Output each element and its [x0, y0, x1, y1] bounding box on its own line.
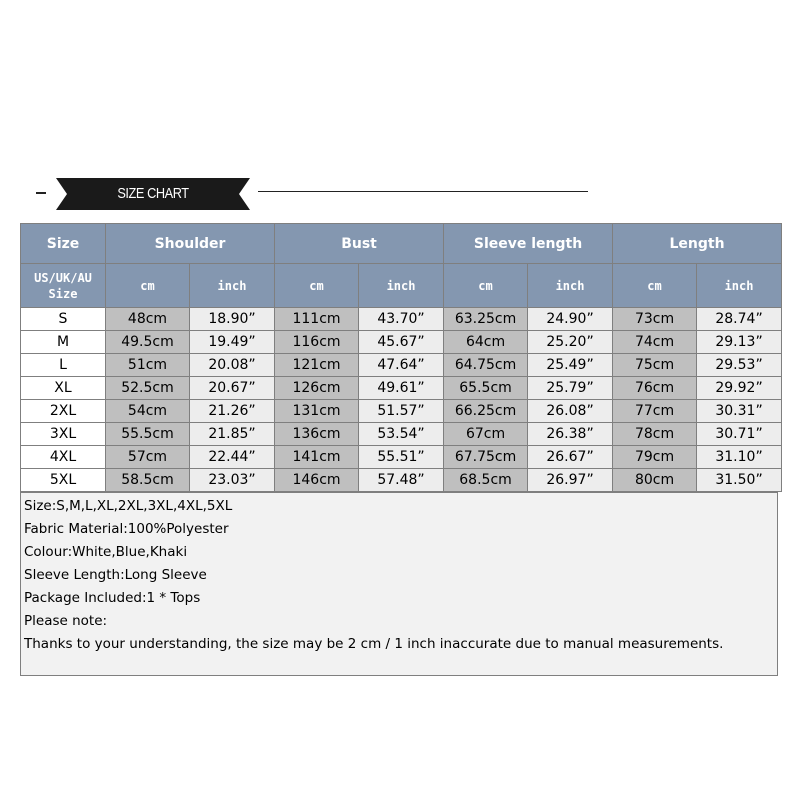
title-banner	[56, 178, 250, 210]
sleeve-cm-cell: 67.75cm	[444, 446, 528, 469]
table-row	[21, 400, 782, 423]
sleeve-length-header: Sleeve length	[444, 224, 613, 264]
sleeve-inch-cell: 26.08”	[528, 400, 613, 423]
size-column-header: Size	[21, 224, 106, 264]
sleeve-cm-cell: 65.5cm	[444, 377, 528, 400]
bust-header: Bust	[275, 224, 444, 264]
note-line: Package Included:1 * Tops	[24, 590, 201, 606]
sleeve-cm-cell: 63.25cm	[444, 308, 528, 331]
shoulder-cm-cell: 54cm	[106, 400, 190, 423]
length-cm-cell: 74cm	[613, 331, 697, 354]
unit-inch-header: inch	[359, 264, 444, 308]
size-cell: 3XL	[21, 423, 106, 446]
bust-cm-cell: 136cm	[275, 423, 359, 446]
length-inch-cell: 31.50”	[697, 469, 782, 492]
sleeve-inch-cell: 26.38”	[528, 423, 613, 446]
bust-cm-cell: 131cm	[275, 400, 359, 423]
size-cell: M	[21, 331, 106, 354]
shoulder-inch-cell: 18.90”	[190, 308, 275, 331]
sleeve-inch-cell: 25.79”	[528, 377, 613, 400]
sleeve-inch-cell: 26.97”	[528, 469, 613, 492]
bust-inch-cell: 57.48”	[359, 469, 444, 492]
length-inch-cell: 30.71”	[697, 423, 782, 446]
bust-cm-cell: 116cm	[275, 331, 359, 354]
shoulder-header: Shoulder	[106, 224, 275, 264]
length-cm-cell: 80cm	[613, 469, 697, 492]
shoulder-cm-cell: 57cm	[106, 446, 190, 469]
size-cell: XL	[21, 377, 106, 400]
unit-cm-header: cm	[613, 264, 697, 308]
table-row	[21, 377, 782, 400]
shoulder-cm-cell: 58.5cm	[106, 469, 190, 492]
shoulder-inch-cell: 20.67”	[190, 377, 275, 400]
length-cm-cell: 79cm	[613, 446, 697, 469]
shoulder-inch-cell: 21.26”	[190, 400, 275, 423]
length-inch-cell: 30.31”	[697, 400, 782, 423]
shoulder-cm-cell: 48cm	[106, 308, 190, 331]
shoulder-inch-cell: 23.03”	[190, 469, 275, 492]
unit-inch-header: inch	[190, 264, 275, 308]
sleeve-inch-cell: 26.67”	[528, 446, 613, 469]
sleeve-cm-cell: 64.75cm	[444, 354, 528, 377]
sleeve-cm-cell: 67cm	[444, 423, 528, 446]
bust-inch-cell: 45.67”	[359, 331, 444, 354]
size-cell: S	[21, 308, 106, 331]
size-table	[20, 223, 782, 492]
bust-inch-cell: 47.64”	[359, 354, 444, 377]
length-cm-cell: 76cm	[613, 377, 697, 400]
table-row	[21, 469, 782, 492]
shoulder-inch-cell: 20.08”	[190, 354, 275, 377]
header-dash	[36, 192, 46, 194]
size-subheader	[21, 264, 106, 308]
length-header: Length	[613, 224, 782, 264]
size-subheader-line1: US/UK/AU	[34, 270, 92, 285]
size-cell: L	[21, 354, 106, 377]
sleeve-cm-cell: 68.5cm	[444, 469, 528, 492]
note-line: Thanks to your understanding, the size may be 2 cm / 1 inch inaccurate due to manual measurements.	[24, 636, 724, 652]
note-line: Please note:	[24, 613, 108, 629]
size-cell: 2XL	[21, 400, 106, 423]
bust-cm-cell: 146cm	[275, 469, 359, 492]
bust-cm-cell: 111cm	[275, 308, 359, 331]
sleeve-inch-cell: 25.49”	[528, 354, 613, 377]
note-line: Fabric Material:100%Polyester	[24, 521, 229, 537]
length-inch-cell: 29.53”	[697, 354, 782, 377]
length-cm-cell: 78cm	[613, 423, 697, 446]
shoulder-inch-cell: 22.44”	[190, 446, 275, 469]
length-inch-cell: 31.10”	[697, 446, 782, 469]
bust-inch-cell: 43.70”	[359, 308, 444, 331]
size-subheader-line2: Size	[48, 286, 78, 301]
sleeve-inch-cell: 24.90”	[528, 308, 613, 331]
sleeve-cm-cell: 64cm	[444, 331, 528, 354]
note-line: Sleeve Length:Long Sleeve	[24, 567, 207, 583]
table-subheader-row	[21, 264, 782, 308]
unit-inch-header: inch	[528, 264, 613, 308]
shoulder-inch-cell: 19.49”	[190, 331, 275, 354]
length-cm-cell: 75cm	[613, 354, 697, 377]
header-rule	[258, 191, 588, 192]
table-row	[21, 354, 782, 377]
product-notes	[20, 492, 778, 676]
shoulder-cm-cell: 49.5cm	[106, 331, 190, 354]
shoulder-cm-cell: 51cm	[106, 354, 190, 377]
table-row	[21, 423, 782, 446]
table-row	[21, 446, 782, 469]
bust-inch-cell: 53.54”	[359, 423, 444, 446]
length-inch-cell: 29.92”	[697, 377, 782, 400]
unit-cm-header: cm	[106, 264, 190, 308]
length-inch-cell: 29.13”	[697, 331, 782, 354]
bust-cm-cell: 126cm	[275, 377, 359, 400]
shoulder-cm-cell: 52.5cm	[106, 377, 190, 400]
unit-cm-header: cm	[275, 264, 359, 308]
table-row	[21, 331, 782, 354]
bust-inch-cell: 55.51”	[359, 446, 444, 469]
page-title: SIZE CHART	[117, 185, 189, 202]
bust-inch-cell: 49.61”	[359, 377, 444, 400]
sleeve-inch-cell: 25.20”	[528, 331, 613, 354]
size-cell: 5XL	[21, 469, 106, 492]
table-header-row	[21, 224, 782, 264]
shoulder-cm-cell: 55.5cm	[106, 423, 190, 446]
bust-inch-cell: 51.57”	[359, 400, 444, 423]
length-inch-cell: 28.74”	[697, 308, 782, 331]
unit-cm-header: cm	[444, 264, 528, 308]
shoulder-inch-cell: 21.85”	[190, 423, 275, 446]
table-row	[21, 308, 782, 331]
bust-cm-cell: 141cm	[275, 446, 359, 469]
sleeve-cm-cell: 66.25cm	[444, 400, 528, 423]
unit-inch-header: inch	[697, 264, 782, 308]
size-cell: 4XL	[21, 446, 106, 469]
note-line: Colour:White,Blue,Khaki	[24, 544, 188, 560]
note-line: Size:S,M,L,XL,2XL,3XL,4XL,5XL	[24, 498, 233, 514]
length-cm-cell: 73cm	[613, 308, 697, 331]
bust-cm-cell: 121cm	[275, 354, 359, 377]
length-cm-cell: 77cm	[613, 400, 697, 423]
